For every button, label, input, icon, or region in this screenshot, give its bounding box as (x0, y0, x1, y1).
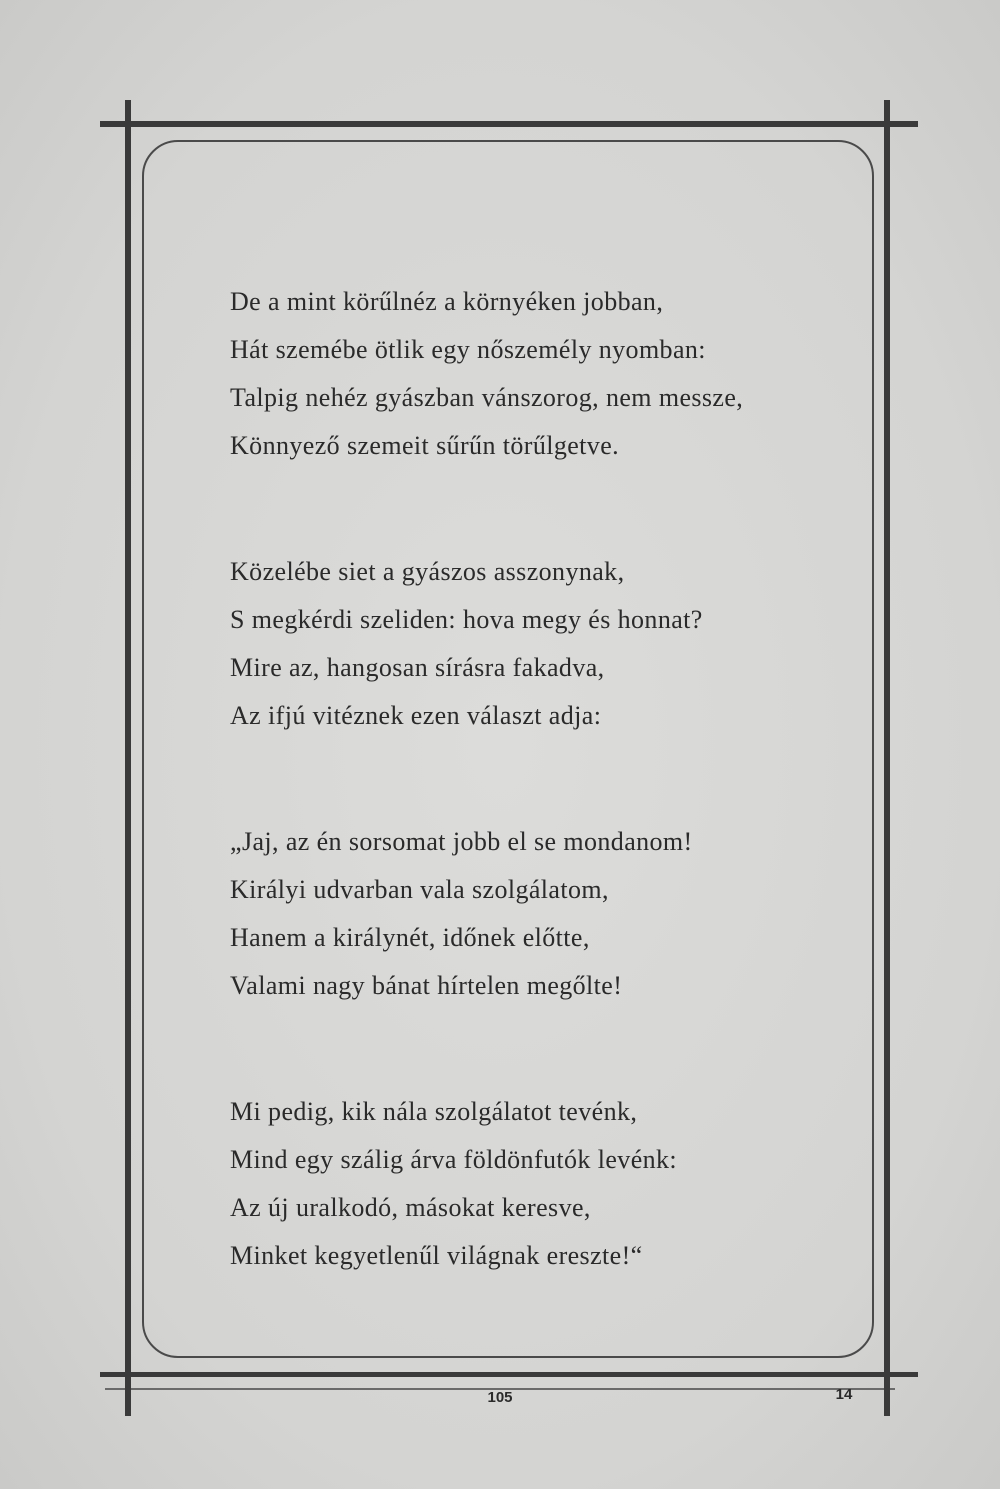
poem-line: Mind egy szálig árva földönfutók levénk: (230, 1145, 678, 1174)
stanza (230, 548, 850, 740)
poem-line: „Jaj, az én sorsomat jobb el se mondanom! (230, 827, 693, 856)
poem-text (230, 278, 850, 1358)
stanza (230, 278, 850, 470)
poem-line: Mire az, hangosan sírásra fakadva, (230, 653, 605, 682)
poem-line: Az ifjú vitéznek ezen választ adja: (230, 701, 602, 730)
poem-line: Minket kegyetlenűl világnak ereszte!“ (230, 1241, 643, 1270)
stanza (230, 1088, 850, 1280)
poem-line: Királyi udvarban vala szolgálatom, (230, 875, 609, 904)
poem-line: Valami nagy bánat hírtelen megőlte! (230, 971, 623, 1000)
stanza (230, 818, 850, 1010)
page-number: 105 (487, 1389, 513, 1406)
poem-line: Hát szemébe ötlik egy nőszemély nyomban: (230, 335, 706, 364)
poem-line: Az új uralkodó, másokat keresve, (230, 1193, 591, 1222)
frame-left-rule (125, 100, 131, 1416)
poem-line: Hanem a királynét, időnek előtte, (230, 923, 590, 952)
frame-top-rule (100, 121, 918, 127)
poem-line: Könnyező szemeit sűrűn törűlgetve. (230, 431, 620, 460)
frame-right-rule (884, 100, 890, 1416)
frame-bottom-rule (100, 1372, 918, 1377)
poem-line: De a mint körűlnéz a környéken jobban, (230, 287, 664, 316)
printer-signature-mark: 14 (835, 1386, 853, 1403)
poem-line: Mi pedig, kik nála szolgálatot tevénk, (230, 1097, 638, 1126)
poem-line: S megkérdi szeliden: hova megy és honnat? (230, 605, 703, 634)
poem-line: Talpig nehéz gyászban vánszorog, nem messze, (230, 383, 744, 412)
poem-line: Közelébe siet a gyászos asszonynak, (230, 557, 625, 586)
